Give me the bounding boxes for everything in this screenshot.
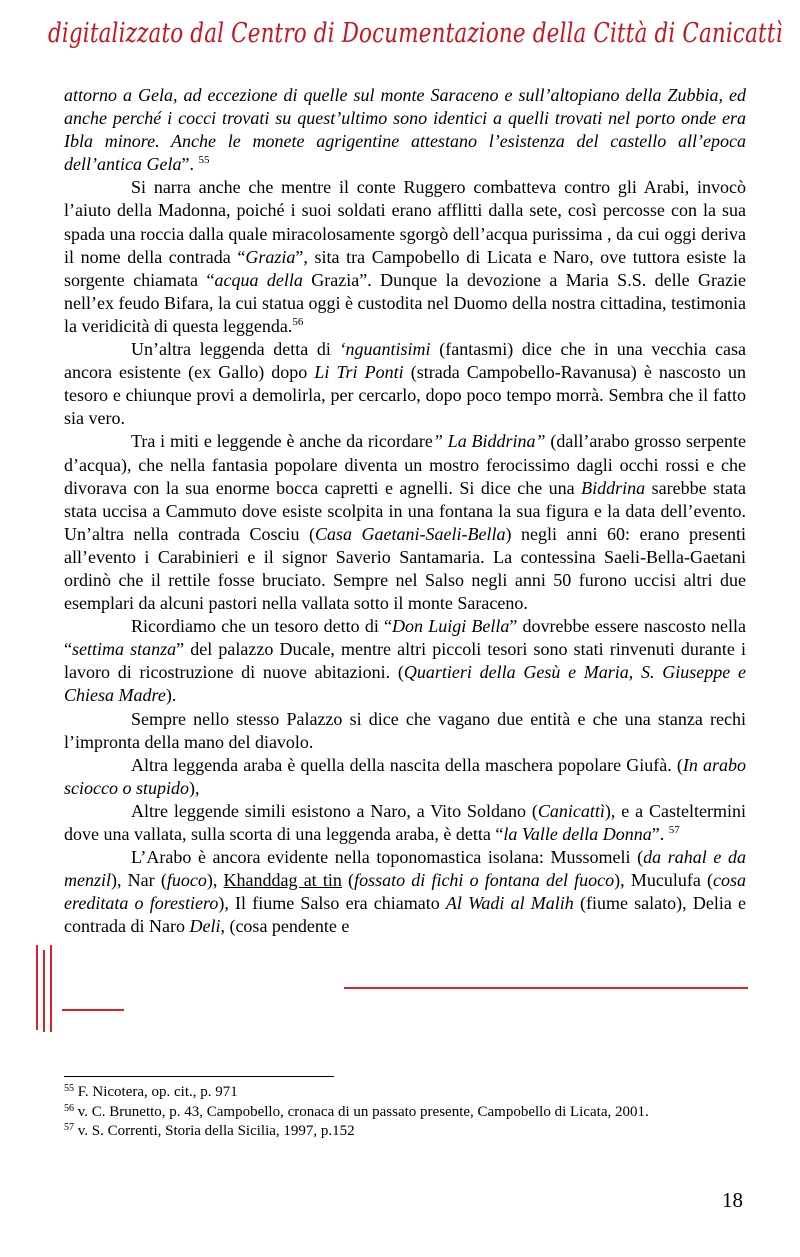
paragraph: [64, 800, 746, 846]
text-run: , (cosa pendente e: [220, 916, 350, 937]
footnote-text: v. C. Brunetto, p. 43, Campobello, cronaca di un passato presente, Campobello di Licata, 2001.: [74, 1103, 649, 1120]
text-run: ),: [188, 777, 200, 798]
footnote-ref: 56: [292, 315, 304, 328]
paragraph: [64, 430, 746, 615]
footnote-number: 56: [64, 1102, 74, 1114]
paragraph: [64, 84, 746, 176]
footnote: [64, 1083, 744, 1103]
italic-text: Quartieri della Gesù e Maria, S. Giuseppe e Chiesa Madre: [64, 662, 746, 706]
text-run: (fiume salato), Delia e contrada di Naro: [64, 893, 746, 937]
italic-text: Biddrina: [581, 477, 646, 498]
text-run: Sempre nello stesso Palazzo si dice che vagano due entità e che una stanza rechi l’impronta della mano del diavolo.: [64, 708, 746, 752]
italic-text: attorno a Gela, ad eccezione di quelle sul monte Saraceno e sull’altopiano della Zubbia, ed anche perché i cocci trovati su quest’ultimo sono identici a quelli trovati nel porto onde era Ibla minore. Anche le monete agrigentine attestano l’esistenza del castello all’epoca dell’antica Gela: [64, 85, 746, 175]
italic-text: acqua della: [214, 269, 303, 290]
footnote-number: 55: [64, 1083, 74, 1094]
italic-text: cosa ereditata o forestiero: [64, 870, 746, 914]
italic-text: In arabo sciocco o stupido: [64, 754, 747, 798]
text-run: Si narra anche che mentre il conte Ruggero combatteva contro gli Arabi, invocò l’aiuto della Madonna, poiché i suoi soldati erano afflitti dalla sete, così percosse con la sua spada una roccia dalla quale miracolosamente sgorgò dell’acqua purissima , da cui oggi deriva il nome della contrada “: [64, 177, 746, 267]
text-run: ) negli anni 60: erano presenti all’evento i Carabinieri e il signor Saverio Santamaria. La contessina Saeli-Bella-Gaetani ordinò che il rettile fosse bruciato. Sempre nel Salso negli anni 50 furono uccisi altri due esemplari da alcuni pastori nella vallata sotto il monte Saraceno.: [64, 523, 747, 614]
text-run: (fantasmi) dice che in una vecchia casa ancora esistente (ex Gallo) dopo: [64, 339, 746, 383]
text-run: Grazia”. Dunque la devozione a Maria S.S. delle Grazie nell’ex feudo Bifara, la cui statua oggi è custodita nel Duomo della nostra cittadina, testimonia la veridicità di questa leggenda.: [64, 269, 746, 336]
text-run: sarebbe stata stata uccisa a Cammuto dove esiste scolpita in una fontana la sua figura e la data dell’evento. Un’altra nella contrada Cosciu (: [64, 477, 746, 544]
text-run: (strada Campobello-Ravanusa) è nascosto un tesoro e chiunque provi a demolirla, per cercarlo, dopo poco tempo morrà. Sembra che il fatto sia vero.: [64, 362, 746, 429]
paragraph: [64, 338, 746, 430]
text-run: ).: [165, 685, 177, 706]
footnotes: [64, 1083, 744, 1142]
italic-text: ” La Biddrina”: [432, 431, 546, 452]
italic-text: Grazia: [245, 246, 296, 267]
text-run: ), e a Casteltermini dove una vallata, sulla scorta di una leggenda araba, è detta “: [64, 800, 747, 844]
italic-text: la Valle della Donna: [503, 824, 652, 844]
footnote-ref: 55: [198, 154, 210, 167]
body-text: [64, 84, 746, 938]
text-run: ” dovrebbe essere nascosto nella “: [64, 616, 746, 660]
annotation-underline-1: [344, 987, 748, 989]
text-run: ), Il fiume Salso era chiamato: [218, 893, 446, 914]
footnote-number: 57: [64, 1122, 74, 1133]
text-run: ”.: [181, 154, 199, 175]
text-run: Ricordiamo che un tesoro detto di “: [131, 616, 393, 637]
italic-text: fuoco: [166, 870, 207, 891]
italic-text: Casa Gaetani-Saeli-Bella: [314, 523, 506, 544]
text-run: (: [341, 870, 355, 891]
text-run: ”, sita tra Campobello di Licata e Naro, ove tuttora esiste la sorgente chiamata “: [64, 246, 746, 290]
footnote-text: F. Nicotera, op. cit., p. 971: [74, 1084, 238, 1100]
page-number: 18: [722, 1188, 743, 1212]
italic-text: fossato di fichi o fontana del fuoco: [354, 870, 615, 891]
text-run: L’Arabo è ancora evidente nella toponomastica isolana: Mussomeli (: [131, 847, 644, 868]
footnote-text: v. S. Correnti, Storia della Sicilia, 1997, p.152: [74, 1123, 355, 1139]
text-run: Altre leggende simili esistono a Naro, a Vito Soldano (: [131, 800, 538, 821]
footnote: [64, 1103, 744, 1123]
paragraph: [64, 615, 746, 707]
italic-text: da rahal e da menzil: [64, 847, 746, 891]
digitization-watermark: digitalizzato dal Centro di Documentazione della Città di Canicattì: [48, 18, 783, 49]
text-run: ), Nar (: [111, 870, 167, 891]
italic-text: ‘nguantisimi: [339, 339, 431, 360]
text-run: Altra leggenda araba è quella della nascita della maschera popolare Giufà. (: [131, 754, 683, 775]
italic-text: Li Tri Ponti: [314, 362, 404, 383]
text-run: Khanddag at tin: [223, 870, 342, 891]
italic-text: Don Luigi Bella: [392, 616, 510, 637]
text-run: ”.: [651, 824, 669, 844]
paragraph: [64, 846, 746, 938]
text-run: ” del palazzo Ducale, mentre altri piccoli tesori sono stati rinvenuti durante i lavoro di ricostruzione di nuove abitazioni. (: [64, 639, 746, 683]
text-run: ),: [206, 870, 224, 891]
footnote-separator: [64, 1076, 334, 1077]
italic-text: settima stanza: [72, 639, 177, 660]
paragraph: [64, 176, 746, 338]
text-run: (dall’arabo grosso serpente d’acqua), che nella fantasia popolare diventa un mostro ferocissimo dagli occhi rossi e che divorava con la sua enorme bocca capretti e agnelli. Si dice che una: [64, 431, 746, 498]
italic-text: Canicattì: [537, 800, 605, 821]
text-run: Tra i miti e leggende è anche da ricordare: [131, 431, 433, 452]
paragraph: [64, 754, 746, 800]
paragraph: [64, 708, 746, 754]
footnote-ref: 57: [668, 824, 680, 836]
italic-text: Deli: [189, 916, 221, 937]
margin-mark-left: [36, 945, 38, 1030]
margin-mark-right: [50, 945, 52, 1032]
text-run: ), Muculufa (: [614, 870, 713, 891]
footnote: [64, 1122, 744, 1142]
annotation-underline-2: [62, 1009, 124, 1011]
margin-mark-middle: [43, 950, 45, 1032]
page-header: [0, 14, 800, 54]
italic-text: Al Wadi al Malih: [445, 893, 574, 914]
text-run: Un’altra leggenda detta di: [131, 339, 340, 360]
